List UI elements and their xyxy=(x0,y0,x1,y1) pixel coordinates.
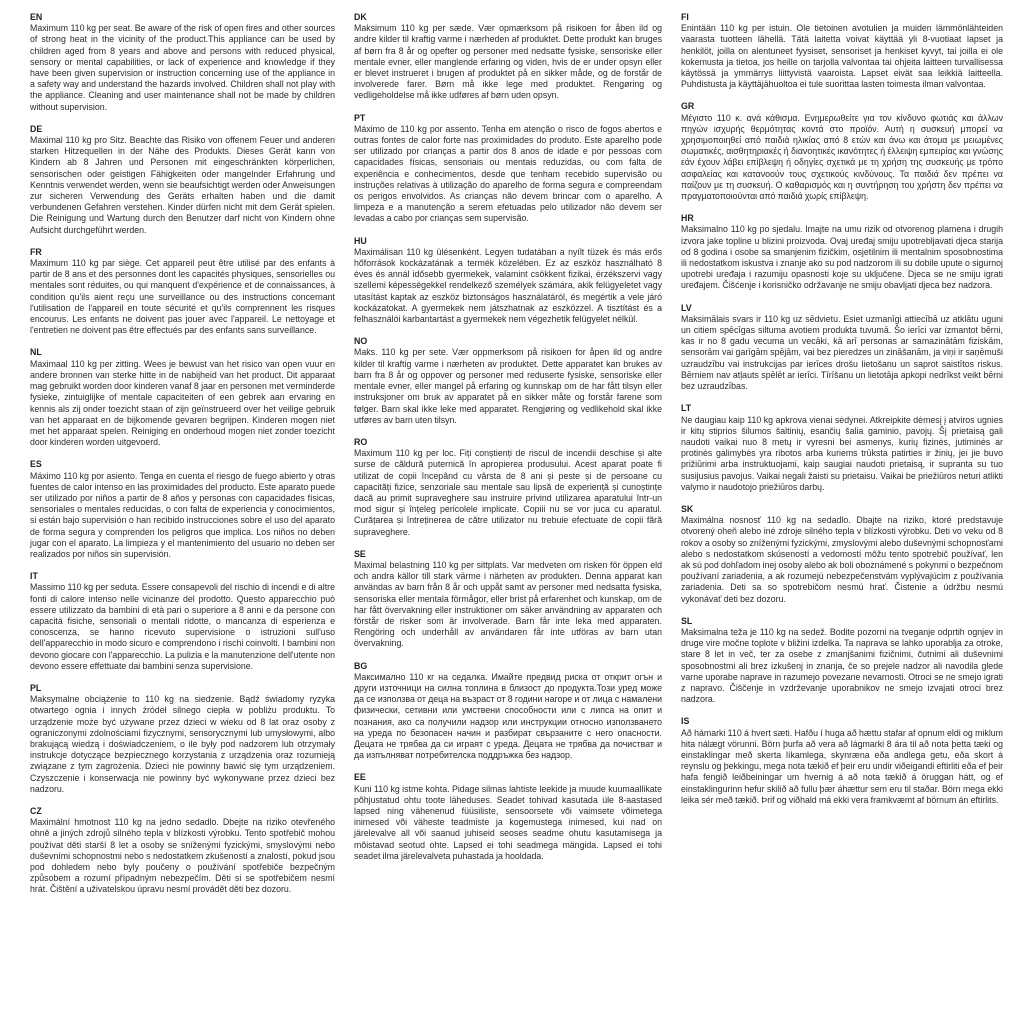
instruction-text: Maksimālais svars ir 110 kg uz sēdvietu. Esiet uzmanīgi attiecībā uz atklātu uguni un citiem spēcīgas siltuma avotiem produkta tuvumā. Šo ierīci var izmantot bērni, kas ir no 8 gadu vecuma un vecāki, kā arī personas ar samazinātām fiziskām, sensorām vai garīgām spējām, vai bez pieredzes un zināšanām, ja viņi ir saņēmuši uzraudzību vai instrukcijas par ierīces drošu lietošanu un saprot saistītos riskus. Bērniem nav atļauts spēlēt ar ierīci. Tīrīšanu un lietotāja apkopi nedrīkst veikt bērni bez uzraudzības. xyxy=(681,313,1003,392)
lang-block-hu xyxy=(354,236,662,326)
lang-block-es xyxy=(30,459,335,560)
instruction-text: Massimo 110 kg per seduta. Essere consapevoli del rischio di incendi e di altre fonti di calore intenso nelle vicinanze del prodotto. Questo apparecchio può essere utilizzato da bambini di età pari o superiore a 8 anni e da persone con capacità fisiche, sensoriali o mentali ridotte, o mancanza di esperienza e conoscenza, se hanno ricevuto supervisione o istruzioni sull'uso dell'apparecchio in modo sicuro e comprendono i rischi coinvolti. I bambini non devono giocare con l'apparecchio. La pulizia e la manutenzione dell'utente non devono essere effettuate dai bambini senza supervisione. xyxy=(30,582,335,671)
instruction-text: Maximum 110 kg per loc. Fiți conștienți de riscul de incendii deschise și alte surse de căldură puternică în apropierea produsului. Acest aparat poate fi utilizat de copii începând cu vârsta de 8 ani și peste și de persoane cu capacități fizice, senzoriale sau mentale sau lipsă de experiență și cunoștințe dacă au primit supraveghere sau instruire privind utilizarea aparatului într-un mod sigur și înțeleg pericolele implicate. Copiii nu se vor juca cu aparatul. Curățarea și întreținerea de către utilizator nu trebuie efectuate de copii fără supraveghere. xyxy=(354,448,662,537)
instruction-text: Maximálisan 110 kg ülésenként. Legyen tudatában a nyílt tüzek és más erős hőforrások kockázatának a termék közelében. Ez az eszköz használható 8 éves és annál idősebb gyermekek, valamint csökkent fizikai, érzékszervi vagy szellemi képességekkel rendelkező személyek számára, akik felügyeletet vagy utasítást kaptak az eszköz biztonságos használatáról, és megértik a vele járó kockázatokat. A gyermekek nem játszhatnak az eszközzel. A tisztítást és a felhasználói karbantartást a gyermekek nem végezhetik felügyelet nélkül. xyxy=(354,246,662,325)
instruction-text: Að hámarki 110 á hvert sæti. Hafðu í huga að hættu stafar af opnum eldi og miklum hita nálægt vörunni. Börn þurfa að vera að lágmarki 8 ára til að nota þetta tæki og einstaklingar með skerta líkamlega, skynræna eða andlega getu, eða skort á reynslu og þekkingu, mega nota tækið ef þeir eru undir viðeigandi eftirliti eða ef þeir hafa fengið leiðbeiningar um hvernig á að nota tækið á öruggan hátt, og ef einstaklingurinn hefur skilið að fullu þær áhættur sem eru til staðar. Börn mega ekki leika sér með tækið. Þrif og viðhald má ekki vera framkvæmt af börnum án eftirlits. xyxy=(681,727,1003,805)
language-code-label: EE xyxy=(354,772,366,783)
instruction-text: Enintään 110 kg per istuin. Ole tietoinen avotulien ja muiden lämmönlähteiden vaarasta tuotteen lähellä. Tätä laitetta voivat käyttää yli 8-vuotiaat lapset ja henkilöt, joilla on alentuneet fyysiset, sensoriset ja henkiset kyvyt, tai joilla ei ole kokemusta ja tietoa, jos heille on tarjolla valvontaa tai ohjeita laitteen turvallisessa käytössä ja ymmärrys liittyvistä vaaroista. Lapset eivät saa leikkiä laitteella. Puhdistusta ja käyttäjähuoltoa ei tule suorittaa lasten toimesta ilman valvontaa. xyxy=(681,23,1003,90)
lang-block-sk xyxy=(681,504,1003,605)
instruction-text: Μέγιστο 110 κ. ανά κάθισμα. Ενημερωθείτε για τον κίνδυνο φωτιάς και άλλων πηγών ισχυρής θερμότητας κοντά στο προϊόν. Αυτή η συσκευή μπορεί να χρησιμοποιηθεί από παιδιά ηλικίας από 8 ετών και άνω και άτομα με μειωμένες σωματικές, αισθητηριακές ή διανοητικές ικανότητες ή έλλειψη εμπειρίας και γνώσης εάν έχουν λάβει επίβλεψη ή οδηγίες σχετικά με τη χρήση της συσκευής με τρόπο ασφαλείας και κατανοούν τους σχετικούς κινδύνους. Τα παιδιά δεν πρέπει να παίζουν με τη συσκευή. Ο καθαρισμός και η συντήρηση του χρήστη δεν πρέπει να πραγματοποιούνται από παιδιά χωρίς επίβλεψη. xyxy=(681,112,1003,202)
language-code-label: GR xyxy=(681,101,695,112)
column-1 xyxy=(30,12,335,1024)
lang-block-hr xyxy=(681,213,1003,291)
language-code-label: PT xyxy=(354,112,366,123)
instruction-text: Maksimum 110 kg per sæde. Vær opmærksom på risikoen for åben ild og andre kilder til kraftig varme i nærheden af produktet. Dette produkt kan bruges af børn fra 8 år og opefter og personer med nedsatte fysiske, sensoriske eller mentale evner, eller manglende erfaring og viden, hvis de er under opsyn eller er blevet instrueret i brugen af produktet på en sikker måde, og de forstår de involverede farer. Børn må ikke lege med produktet. Rengøring og vedligeholdelse må ikke udføres af børn uden opsyn. xyxy=(354,23,662,101)
language-code-label: DK xyxy=(354,12,367,22)
language-code-label: DE xyxy=(30,123,43,134)
lang-block-lt xyxy=(681,403,1003,493)
lang-block-de xyxy=(30,124,335,236)
language-code-label: LT xyxy=(681,403,692,414)
lang-block-gr xyxy=(681,101,1003,202)
language-code-label: IS xyxy=(681,716,690,727)
lang-block-ro xyxy=(354,437,662,538)
instruction-text: Maximaal 110 kg per zitting. Wees je bewust van het risico van open vuur en andere bronnen van sterke hitte in de nabijheid van het product. Dit apparaat mag gebruikt worden door kinderen vanaf 8 jaar en personen met verminderde fysieke, zintuiglijke of mentale capaciteiten of een gebrek aan ervaring en kennis als zij onder toezicht staan of zijn geïnstrueerd over het veilige gebruik van het apparaat en de bijkomende gevaren begrijpen. Kinderen mogen niet met het apparaat spelen. Reiniging en onderhoud mogen niet zonder toezicht door kinderen worden uitgevoerd. xyxy=(30,358,335,448)
instruction-text: Maximálna nosnosť 110 kg na sedadlo. Dbajte na riziko, ktoré predstavuje otvorený oheň alebo iné zdroje silného tepla v blízkosti výrobku. Deti vo veku od 8 rokov a osoby so zníženými fyzickými, zmyslovými alebo duševnými schopnosťami alebo s nedostatkom skúseností a vedomostí môžu tento spotrebič používať, len ak sú pod dohľadom inej osoby alebo ak boli oboznámené s pokynmi o bezpečnom používaní zariadenia, a ak rozumejú nebezpečenstvám vyplývajúcim z používania zariadenia. Deti sa so spotrebičom nesmú hrať. Čistenie a údržbu nesmú vykonávať deti bez dozoru. xyxy=(681,515,1003,604)
language-code-label: FR xyxy=(30,246,42,257)
instruction-text: Maksymalne obciążenie to 110 kg na siedzenie. Bądź świadomy ryzyka otwartego ognia i innych źródeł silnego ciepła w pobliżu produktu. To urządzenie może być używane przez dzieci w wieku od 8 lat oraz osoby z ograniczonymi zdolnościami fizycznymi, sensorycznymi lub umysłowymi, albo brakującą wiedzą i doświadczeniem, o ile były pod nadzorem lub otrzymały instrukcje dotyczące bezpiecznego korzystania z urządzenia oraz rozumieją związane z tym zagrożenia. Dzieci nie powinny bawić się tym urządzeniem. Czyszczenie i konserwacja nie powinny być wykonywane przez dzieci bez nadzoru. xyxy=(30,694,335,794)
instruction-text: Maximum 110 kg par siège. Cet appareil peut être utilisé par des enfants à partir de 8 ans et des personnes dont les capacités physiques, sensorielles ou mentales sont réduites, ou qui manquent d'expérience et de connaissances, à condition qu'ils aient reçu une surveillance ou des instructions concernant l'utilisation de l'appareil en toute sécurité et qu'ils comprennent les risques encourus. Les enfants ne doivent pas jouer avec l'appareil. Le nettoyage et l'entretien ne doivent pas être effectués par des enfants sans surveillance. xyxy=(30,258,335,336)
lang-block-fr xyxy=(30,247,335,337)
language-code-label: BG xyxy=(354,660,368,671)
language-code-label: SL xyxy=(681,615,693,626)
column-2 xyxy=(354,12,662,1024)
language-code-label: IT xyxy=(30,571,38,582)
language-code-label: NL xyxy=(30,347,42,358)
instruction-text: Maximum 110 kg per seat. Be aware of the risk of open fires and other sources of strong heat in the vicinity of the product.This appliance can be used by children aged from 8 years and above and persons with reduced physical, sensory or mental capabilities, or lack of experience and knowledge if they have been given supervision or instruction concerning use of the appliance in a safety way and understand the hazards involved. Children shall not play with the appliance. Cleaning and user maintenance shall not be made by children without supervision. xyxy=(30,23,335,112)
instruction-text: Maks. 110 kg per sete. Vær oppmerksom på risikoen for åpen ild og andre kilder til kraftig varme i nærheten av produktet. Dette apparatet kan brukes av barn fra 8 år og oppover og personer med reduserte fysiske, sensoriske eller mentale evner, eller mangel på erfaring og kunnskap om de har fått tilsyn eller instruksjoner om bruk av apparatet på en sikker måte og forstår farene som følger. Barn skal ikke leke med apparatet. Rengjøring og vedlikehold skal ikke utføres av barn uten tilsyn. xyxy=(354,347,662,425)
lang-block-dk xyxy=(354,12,662,102)
lang-block-fi xyxy=(681,12,1003,90)
language-code-label: ES xyxy=(30,459,42,470)
lang-block-it xyxy=(30,571,335,672)
lang-block-sl xyxy=(681,616,1003,706)
language-code-label: FI xyxy=(681,12,689,22)
lang-block-pt xyxy=(354,113,662,225)
lang-block-cz xyxy=(30,806,335,896)
instruction-text: Maksimalna teža je 110 kg na sedež. Bodite pozorni na tveganje odprtih ognjev in druge vire močne toplote v bližini izdelka. Ta naprava se lahko uporablja za otroke, stare 8 let in več, ter za osebe z zmanjšanimi fizičnimi, čutnimi ali duševnimi sposobnostmi ali brez izkušenj in znanja, če so prejele nadzor ali navodila glede varne uporabe naprave in razumejo povezane nevarnosti. Otroci se ne smejo igrati z napravo. Čiščenje in vzdrževanje uporabnikov ne smejo izvajati otroci brez nadzora. xyxy=(681,626,1003,705)
lang-block-is xyxy=(681,716,1003,806)
language-code-label: HU xyxy=(354,235,367,246)
language-code-label: CZ xyxy=(30,806,42,816)
language-code-label: NO xyxy=(354,336,368,347)
lang-block-pl xyxy=(30,683,335,795)
language-code-label: LV xyxy=(681,302,692,313)
lang-block-lv xyxy=(681,303,1003,393)
lang-block-se xyxy=(354,549,662,650)
instruction-text: Maximal 110 kg pro Sitz. Beachte das Risiko von offenem Feuer und anderen starken Hitzequellen in der Nähe des Produkts. Dieses Gerät kann von Kindern ab 8 Jahren und Personen mit eingeschränkten körperlichen, sensorischen oder geistigen Fähigkeiten oder mangelnder Erfahrung und Kenntnis verwendet werden, wenn sie beaufsichtigt werden oder Anweisungen zur sicheren Verwendung des Geräts erhalten haben und die damit verbundenen Gefahren verstehen. Kinder dürfen nicht mit dem Gerät spielen. Die Reinigung und Wartung durch den Benutzer darf nicht von Kindern ohne Aufsicht durchgeführt werden. xyxy=(30,135,335,235)
language-code-label: EN xyxy=(30,12,43,22)
instruction-text: Ne daugiau kaip 110 kg apkrova vienai sėdynei. Atkreipkite dėmesį į atviros ugnies ir kitų stiprios šilumos šaltinių, esančių šalia gaminio, pavojų. Šį prietaisą gali naudoti vaikai nuo 8 metų ir vyresni bei asmenys, kurių fizinės, jutiminės ar protinės galimybės yra ribotos arba kuriems trūksta patirties ir žinių, jei jie buvo prižiūrimi arba instruktuojami, kaip saugiai naudoti prietaisą, ir supranta su tuo susijusius pavojus. Vaikai negali žaisti su prietaisu. Vaikai be priežiūros neturi atlikti valymo ir naudotojo priežiūros darbų. xyxy=(681,414,1003,492)
instruction-text: Максимално 110 кг на седалка. Имайте предвид риска от открит огън и други източници на силна топлина в близост до продукта.Този уред може да се използва от деца на възраст от 8 години нагоре и от лица с намалени физически, сетивни или умствени способности или с липса на опит и познания, ако са получили надзор или инструкции относно използването на уреда по безопасен начин и разбират свързаните с него опасности. Децата не трябва да си играят с уреда. Децата не трябва да почистват и да изпълняват потребителска поддръжка без надзор. xyxy=(354,671,662,761)
instruction-text: Máximo 110 kg por asiento. Tenga en cuenta el riesgo de fuego abierto y otras fuentes de calor intenso en las proximidades del producto. Este aparato puede ser utilizado por niños a partir de 8 años y personas con capacidades físicas, sensoriales o mentales reducidas, o con falta de experiencia y conocimientos, si están bajo supervisión o han recibido instrucciones sobre el uso del aparato de forma segura y comprenden los peligros que implica. Los niños no deben jugar con el aparato. La limpieza y el mantenimiento del usuario no deben ser realizados por niños sin supervisión. xyxy=(30,470,335,559)
lang-block-ee xyxy=(354,772,662,862)
language-code-label: PL xyxy=(30,682,42,693)
instruction-text: Maximal belastning 110 kg per sittplats. Var medveten om risken för öppen eld och andra källor till stark värme i närheten av produkten. Denna apparat kan användas av barn från 8 år och uppåt samt av personer med nedsatta fysiska, sensoriska eller mentala förmågor, eller brist på erfarenhet och kunskap, om de har fått övervakning eller instruktioner om säker användning av apparaten och förstår de risker som är involverade. Barn får inte leka med apparaten. Rengöring och underhåll av användaren får inte utföras av barn utan övervakning. xyxy=(354,559,662,649)
lang-block-no xyxy=(354,336,662,426)
instruction-text: Kuni 110 kg istme kohta. Pidage silmas lahtiste leekide ja muude kuumaallikate põhjustatud ohtu toote läheduses. Seadet tohivad kasutada üle 8-aastased lapsed ning vähenenud füüsiliste, sensoorsete või vaimsete võimetega inimesed või väheste teadmiste ja kogemustega inimesed, kui nad on järelevalve all või saanud juhiseid seoses seadme ohutu kasutamisega ja mõistavad seotud ohte. Lapsed ei tohi seadmega mängida. Lapsed ei tohi seadet ilma järelevalveta puhastada ja hooldada. xyxy=(354,783,662,861)
lang-block-nl xyxy=(30,347,335,448)
lang-block-bg xyxy=(354,661,662,762)
instruction-text: Maksimalno 110 kg po sjedalu. Imajte na umu rizik od otvorenog plamena i drugih izvora jake topline u blizini proizvoda. Ovaj uređaj smiju upotrebljavati djeca starija od 8 godina i osobe sa smanjenim fizičkim, osjetilnim ili mentalnim sposobnostima ili nedostatkom iskustva i znanje ako su pod nadzorom ili su dobile upute o sigurnoj upotrebi uređaja i razumiju opasnosti koje su uključene. Djeca se ne smiju igrati uređajem. Čišćenje i korisničko održavanje ne smiju obavljati djeca bez nadzora. xyxy=(681,224,1003,291)
language-code-label: RO xyxy=(354,436,368,447)
lang-block-en xyxy=(30,12,335,113)
column-3 xyxy=(681,12,1003,1024)
instruction-text: Máximo de 110 kg por assento. Tenha em atenção o risco de fogos abertos e outras fontes de calor forte nas proximidades do produto. Este aparelho pode ser utilizado por crianças a partir dos 8 anos de idade e por pessoas com capacidades físicas, sensoriais ou mentais reduzidas, ou com falta de experiência e conhecimentos, desde que tenham recebido supervisão ou instruções relativas à utilização do aparelho de forma segura e compreendam os perigos envolvidos. As crianças não devem brincar com o aparelho. A limpeza e a manutenção a serem efetuadas pelo utilizador não devem ser levadas a cabo por crianças sem supervisão. xyxy=(354,123,662,224)
language-code-label: SK xyxy=(681,503,694,514)
language-code-label: HR xyxy=(681,213,694,224)
instruction-text: Maximální hmotnost 110 kg na jedno sedadlo. Dbejte na riziko otevřeného ohně a jiných zdrojů silného tepla v blízkosti výrobku. Tento spotřebič mohou používat děti starší 8 let a osoby se sníženými fyzickými, smyslovými nebo duševními schopnostmi nebo s nedostatkem zkušeností a znalostí, pokud jsou pod dohledem nebo byly poučeny o používání spotřebiče bezpečným způsobem a rozumí případným nebezpečím. Děti si se spotřebičem nesmí hrát. Čištění a uživatelskou úpravu nesmí provádět děti bez dozoru. xyxy=(30,817,335,895)
language-code-label: SE xyxy=(354,548,366,559)
